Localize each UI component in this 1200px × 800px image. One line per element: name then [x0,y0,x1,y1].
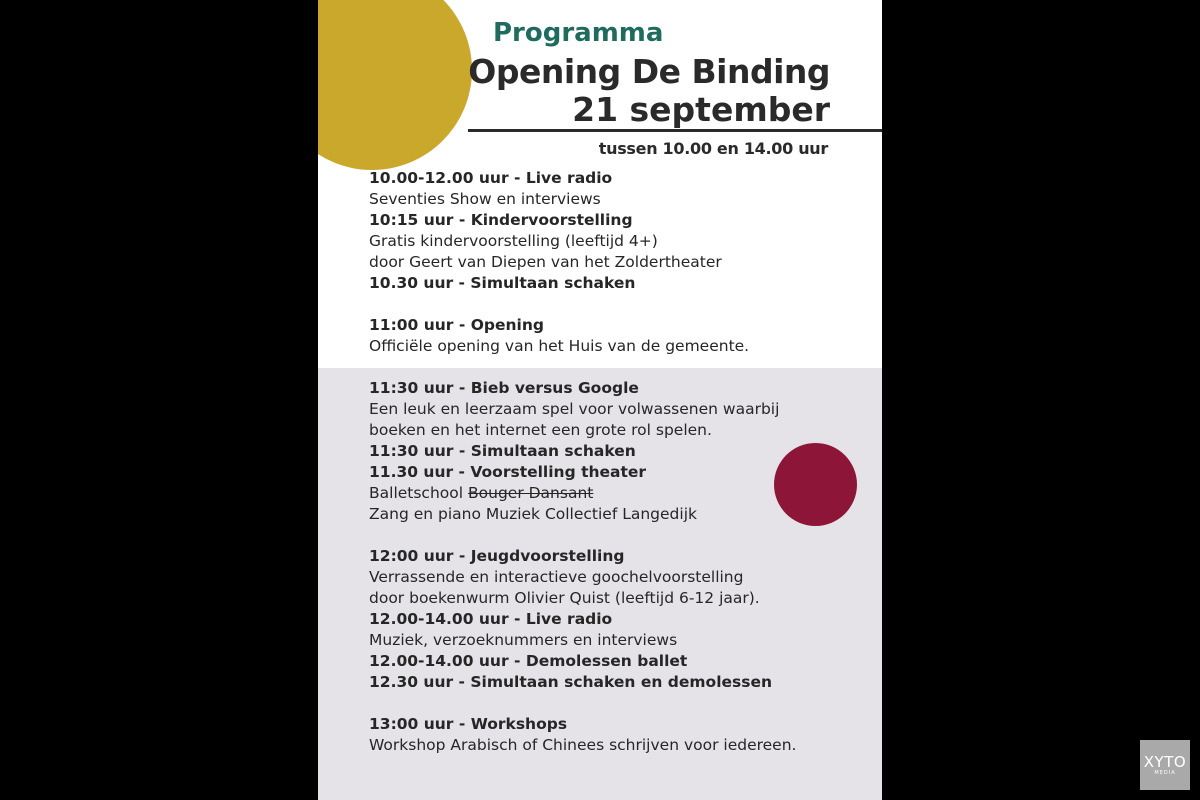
program-item-detail: Balletschool Bouger Dansant [369,484,594,502]
spacer [369,357,869,378]
program-item-heading: 13:00 uur - Workshops [369,715,568,733]
program-item-detail: Officiële opening van het Huis van de gemeente. [369,337,750,355]
program-item-detail: Seventies Show en interviews [369,190,601,208]
struck-text: Bouger Dansant [468,484,594,502]
program-list [369,168,869,756]
program-item-detail: Gratis kindervoorstelling (leeftijd 4+) [369,232,658,250]
program-item-heading: 12.00-14.00 uur - Live radio [369,610,613,628]
program-item-heading: 11:30 uur - Bieb versus Google [369,379,639,397]
program-item-heading: 12:00 uur - Jeugdvoorstelling [369,547,625,565]
program-item-detail: door Geert van Diepen van het Zoldertheater [369,253,722,271]
program-item-heading: 10:15 uur - Kindervoorstelling [369,211,633,229]
event-poster [318,0,882,800]
program-item-heading: 11:30 uur - Simultaan schaken [369,442,636,460]
program-item-heading: 10.00-12.00 uur - Live radio [369,169,613,187]
program-item-heading: 12.30 uur - Simultaan schaken en demolessen [369,673,773,691]
program-item-heading: 11.30 uur - Voorstelling theater [369,463,647,481]
program-item-detail: door boekenwurm Olivier Quist (leeftijd 6-12 jaar). [369,589,760,607]
program-item-detail: boeken en het internet een grote rol spelen. [369,421,712,439]
poster-date: 21 september [572,90,830,129]
poster-title: Opening De Binding [468,52,830,91]
time-range: tussen 10.00 en 14.00 uur [598,139,828,158]
spacer [369,693,869,714]
title-divider [468,129,882,132]
spacer [369,525,869,546]
program-item-detail: Zang en piano Muziek Collectief Langedijk [369,505,697,523]
spacer [369,294,869,315]
xyto-media-logo: XYTO MEDIA [1140,740,1190,790]
program-item-detail: Een leuk en leerzaam spel voor volwassenen waarbij [369,400,780,418]
program-item-detail: Workshop Arabisch of Chinees schrijven voor iedereen. [369,736,797,754]
program-item-heading: 12.00-14.00 uur - Demolessen ballet [369,652,688,670]
program-item-heading: 11:00 uur - Opening [369,316,544,334]
gold-circle-decoration [318,0,472,170]
program-item-detail: Verrassende en interactieve goochelvoorstelling [369,568,744,586]
program-item-detail: Muziek, verzoeknummers en interviews [369,631,678,649]
program-item-heading: 10.30 uur - Simultaan schaken [369,274,636,292]
program-kicker: Programma [493,18,664,48]
